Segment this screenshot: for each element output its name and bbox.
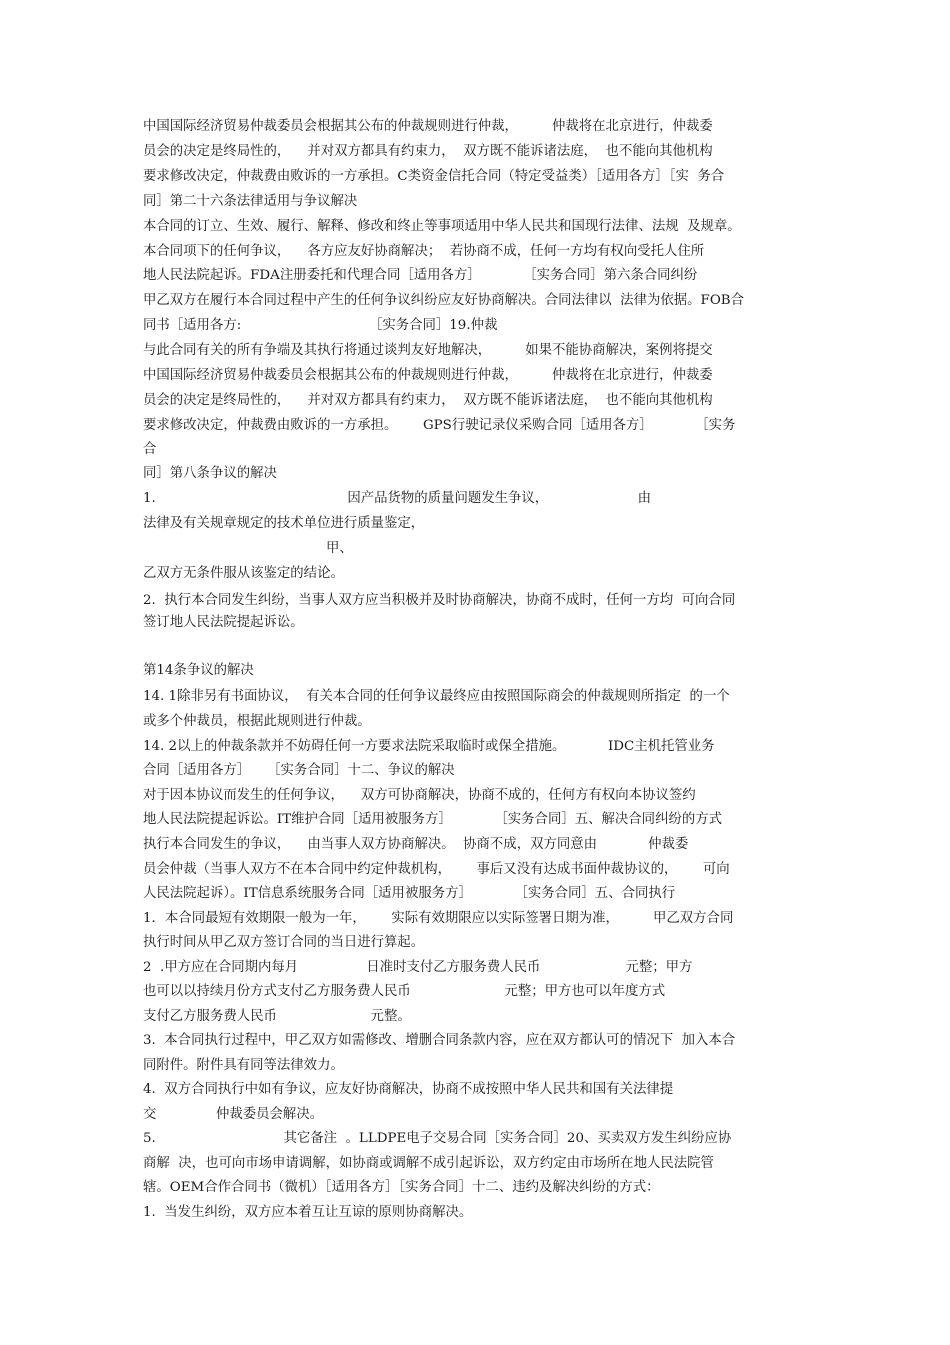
text-line: 对于因本协议而发生的任何争议， 双方可协商解决，协商不成的，任何方有权向本协议签约 <box>143 788 696 803</box>
text-line: 地人民法院起诉。FDA注册委托和代理合同［适用各方］ ［实务合同］第六条合同纠纷 <box>143 268 698 283</box>
text-line: 中国国际经济贸易仲裁委员会根据其公布的仲裁规则进行仲裁， 仲裁将在北京进行，仲裁委 <box>143 119 713 134</box>
text-line: 同附件。附件具有同等法律效力。 <box>143 1058 344 1073</box>
text-line: 要求修改决定，仲裁费由败诉的一方承担。C类资金信托合同（特定受益类）［适用各方］［实 务合 <box>143 169 725 184</box>
text-line: 1. 当发生纠纷，双方应本着互让互谅的原则协商解决。 <box>143 1205 473 1220</box>
text-line: 地人民法院提起诉讼。IT维护合同［适用被服务方］ ［实务合同］五、解决合同纠纷的方式 <box>143 812 723 827</box>
text-line: 甲乙双方在履行本合同过程中产生的任何争议纠纷应友好协商解决。合同法律以 法律为依据。FOB合 <box>143 293 745 308</box>
text-line: 执行时间从甲乙双方签订合同的当日进行算起。 <box>143 935 425 950</box>
text-line: 本合同项下的任何争议， 各方应友好协商解决； 若协商不成，任何一方均有权向受托人住所 <box>143 244 705 259</box>
text-line: 甲、 <box>143 541 353 556</box>
text-line: 5. 其它备注 。LLDPE电子交易合同［实务合同］20、买卖双方发生纠纷应协 <box>143 1131 732 1146</box>
text-line: 1. 因产品货物的质量问题发生争议， 由 <box>143 491 651 506</box>
text-line: 14. 2以上的仲裁条款并不妨碍任何一方要求法院采取临时或保全措施。 IDC主机托管业务 <box>143 739 715 754</box>
text-line: 要求修改决定，仲裁费由败诉的一方承担。 GPS行驶记录仪采购合同［适用各方］ ［实务 <box>143 418 736 433</box>
text-line: 商解 决，也可向市场申请调解，如协商或调解不成引起诉讼，双方约定由市场所在地人民法院管 <box>143 1156 714 1171</box>
text-line: 本合同的订立、生效、履行、解释、修改和终止等事项适用中华人民共和国现行法律、法规 及规章。 <box>143 219 741 234</box>
text-line: 合同［适用各方］ ［实务合同］十二、争议的解决 <box>143 763 455 778</box>
text-line: 辖。OEM合作合同书（微机）［适用各方］［实务合同］十二、违约及解决纠纷的方式： <box>143 1180 660 1195</box>
text-line: 中国国际经济贸易仲裁委员会根据其公布的仲裁规则进行仲裁， 仲裁将在北京进行，仲裁委 <box>143 368 713 383</box>
text-line: 员会的决定是终局性的， 并对双方都具有约束力， 双方既不能诉诸法庭， 也不能向其他机构 <box>143 393 713 408</box>
text-line: 同书［适用各方: ［实务合同］19.仲裁 <box>143 318 498 333</box>
text-line: 或多个仲裁员，根据此规则进行仲裁。 <box>143 714 371 729</box>
text-line: 2 .甲方应在合同期内每月 日准时支付乙方服务费人民币 元整；甲方 <box>143 960 693 975</box>
text-line: 法律及有关规章规定的技术单位进行质量鉴定， <box>143 516 425 531</box>
text-line: 同］第二十六条法律适用与争议解决 <box>143 194 358 209</box>
text-line: 同］第八条争议的解决 <box>143 466 277 481</box>
text-line: 员会的决定是终局性的， 并对双方都具有约束力， 双方既不能诉诸法庭， 也不能向其他机构 <box>143 144 713 159</box>
text-line: 执行本合同发生的争议， 由当事人双方协商解决。 协商不成，双方同意由 仲裁委 <box>143 837 689 852</box>
text-line: 员会仲裁（当事人双方不在本合同中约定仲裁机构， 事后又没有达成书面仲裁协议的， 可向 <box>143 862 730 877</box>
text-line: 也可以以持续月份方式支付乙方服务费人民币 元整；甲方也可以年度方式 <box>143 984 666 999</box>
text-line: 与此合同有关的所有争端及其执行将通过谈判友好地解决， 如果不能协商解决，案例将提交 <box>143 343 713 358</box>
text-line: 1．本合同最短有效期限一般为一年， 实际有效期限应以实际签署日期为准， 甲乙双方合同 <box>143 911 734 926</box>
text-line: 4. 双方合同执行中如有争议，应友好协商解决，协商不成按照中华人民共和国有关法律提 <box>143 1082 674 1097</box>
text-line: 支付乙方服务费人民币 元整。 <box>143 1009 411 1024</box>
text-line: 2. 执行本合同发生纠纷，当事人双方应当积极并及时协商解决，协商不成时，任何一方均 可向合同 <box>143 593 736 608</box>
text-line: 签订地人民法院提起诉讼。 <box>143 615 304 630</box>
text-line: 交 仲裁委员会解决。 <box>143 1107 324 1122</box>
text-line: 3. 本合同执行过程中，甲乙双方如需修改、增删合同条款内容，应在双方都认可的情况下 加入本合 <box>143 1033 736 1048</box>
text-line: 人民法院起诉）。IT信息系统服务合同［适用被服务方］ ［实务合同］五、合同执行 <box>143 886 676 901</box>
text-line: 乙双方无条件服从该鉴定的结论。 <box>143 566 344 581</box>
text-line: 合 <box>143 442 157 457</box>
section-heading: 第14条争议的解决 <box>143 663 254 678</box>
text-line: 14. 1除非另有书面协议， 有关本合同的任何争议最终应由按照国际商会的仲裁规则所指定 的一个 <box>143 689 730 704</box>
